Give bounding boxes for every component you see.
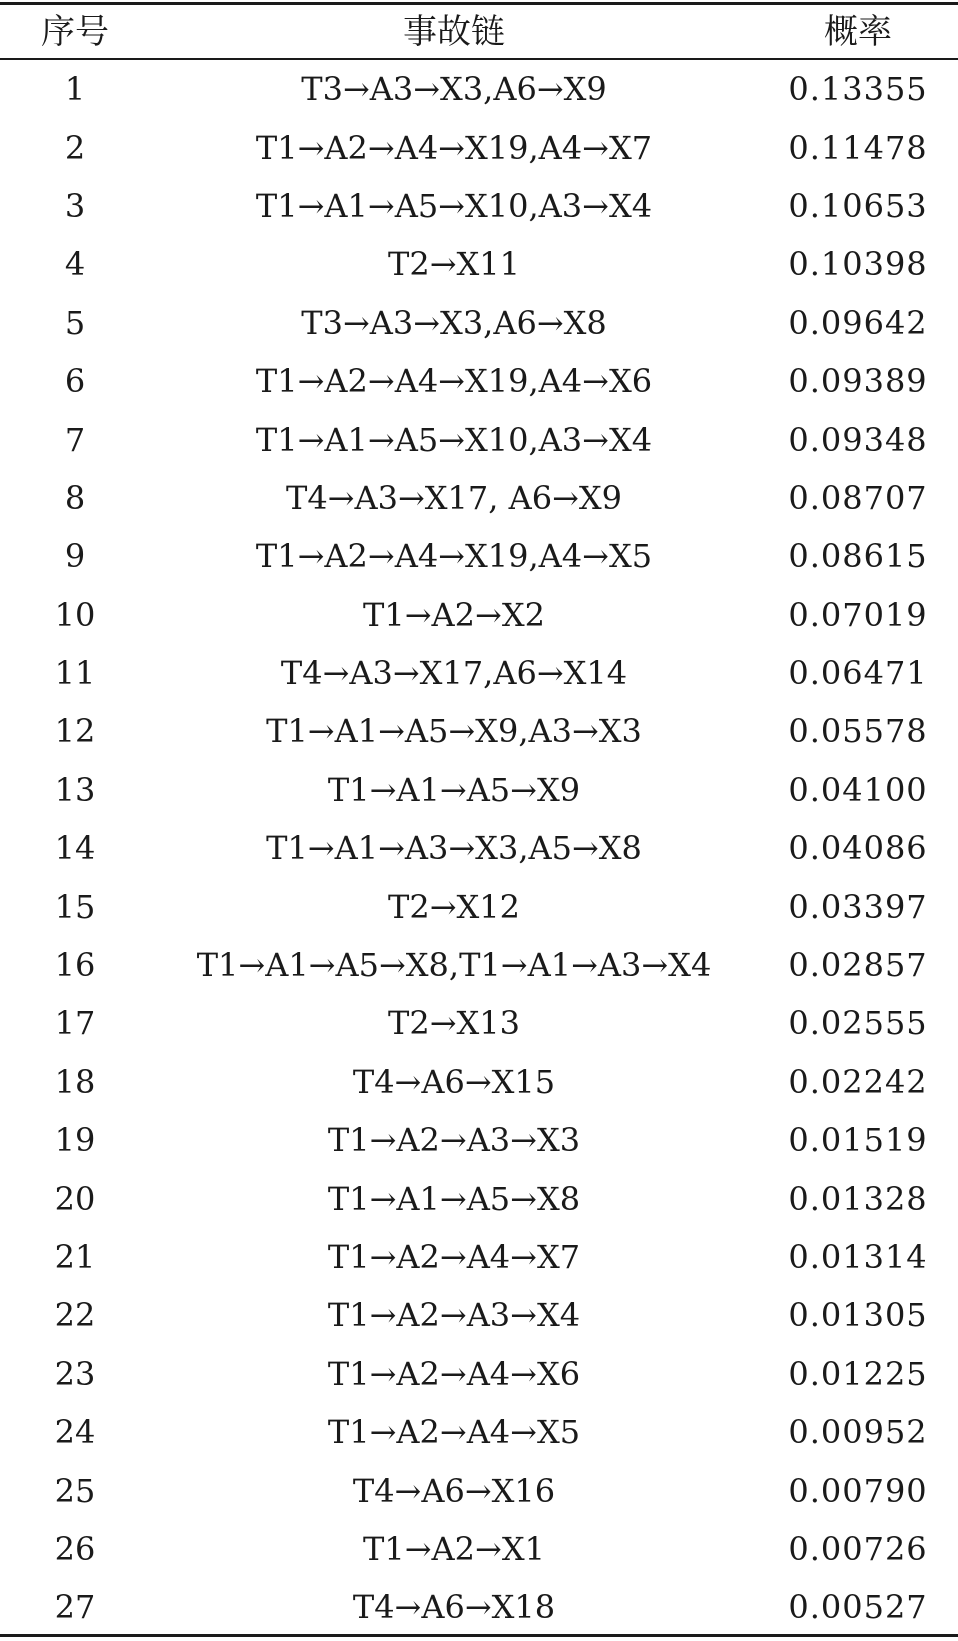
row-index-cell: 13 bbox=[54, 770, 96, 809]
table-row bbox=[0, 702, 958, 760]
row-index-cell: 7 bbox=[64, 420, 86, 459]
row-index-cell: 20 bbox=[54, 1179, 96, 1218]
row-chain-cell: T1→A2→A3→X3 bbox=[327, 1121, 581, 1160]
table-body bbox=[0, 60, 958, 1634]
row-chain-cell: T1→A2→A4→X7 bbox=[327, 1238, 581, 1276]
table-row bbox=[0, 1461, 958, 1519]
row-probability-cell: 0.01314 bbox=[788, 1238, 928, 1276]
row-chain-cell: T2→X13 bbox=[387, 1004, 520, 1043]
row-probability-cell: 0.00790 bbox=[788, 1471, 928, 1510]
table-row bbox=[0, 527, 958, 585]
row-index-cell: 9 bbox=[64, 537, 86, 576]
table-row bbox=[0, 1169, 958, 1227]
row-probability-cell: 0.01328 bbox=[788, 1179, 928, 1218]
row-probability-cell: 0.02857 bbox=[788, 946, 928, 985]
row-chain-cell: T1→A1→A5→X9 bbox=[327, 770, 581, 809]
table-row bbox=[0, 294, 958, 352]
row-probability-cell: 0.10398 bbox=[788, 245, 928, 284]
table-row bbox=[0, 60, 958, 118]
row-index-cell: 24 bbox=[54, 1413, 96, 1452]
row-probability-cell: 0.09348 bbox=[788, 420, 928, 459]
row-index-cell: 10 bbox=[54, 595, 96, 634]
row-probability-cell: 0.04086 bbox=[788, 829, 928, 868]
row-index-cell: 26 bbox=[54, 1529, 96, 1568]
row-chain-cell: T1→A2→A4→X19,A4→X5 bbox=[255, 537, 653, 576]
row-index-cell: 11 bbox=[54, 654, 96, 693]
row-index-cell: 12 bbox=[54, 712, 96, 751]
table-row bbox=[0, 1578, 958, 1636]
row-index-cell: 1 bbox=[64, 70, 86, 109]
row-index-cell: 14 bbox=[54, 829, 96, 868]
table-row bbox=[0, 118, 958, 176]
row-probability-cell: 0.00726 bbox=[788, 1529, 928, 1568]
row-chain-cell: T3→A3→X3,A6→X8 bbox=[301, 303, 607, 342]
row-chain-cell: T1→A1→A5→X8 bbox=[327, 1179, 581, 1218]
row-chain-cell: T1→A2→A4→X19,A4→X7 bbox=[255, 128, 653, 167]
row-probability-cell: 0.08707 bbox=[788, 478, 928, 517]
row-probability-cell: 0.13355 bbox=[788, 70, 928, 109]
row-index-cell: 5 bbox=[64, 303, 86, 342]
table-row bbox=[0, 410, 958, 468]
row-index-cell: 2 bbox=[64, 128, 86, 167]
row-chain-cell: T1→A2→X2 bbox=[363, 595, 545, 634]
row-index-cell: 19 bbox=[54, 1121, 96, 1160]
row-index-cell: 23 bbox=[54, 1354, 96, 1393]
row-chain-cell: T4→A3→X17, A6→X9 bbox=[285, 478, 623, 517]
row-chain-cell: T1→A1→A5→X8,T1→A1→A3→X4 bbox=[196, 946, 712, 985]
row-index-cell: 17 bbox=[54, 1004, 96, 1043]
table-row bbox=[0, 1111, 958, 1169]
table-row bbox=[0, 936, 958, 994]
row-probability-cell: 0.04100 bbox=[788, 770, 928, 809]
table-row bbox=[0, 1520, 958, 1578]
row-index-cell: 27 bbox=[54, 1588, 96, 1627]
row-probability-cell: 0.09642 bbox=[788, 303, 928, 342]
row-chain-cell: T4→A6→X16 bbox=[352, 1471, 556, 1510]
row-index-cell: 25 bbox=[54, 1471, 96, 1510]
table-header-row bbox=[0, 5, 958, 58]
row-probability-cell: 0.03397 bbox=[788, 887, 928, 926]
row-chain-cell: T2→X12 bbox=[387, 887, 520, 926]
table-row bbox=[0, 644, 958, 702]
row-chain-cell: T1→A2→A4→X19,A4→X6 bbox=[255, 362, 653, 401]
table-row bbox=[0, 352, 958, 410]
row-probability-cell: 0.00952 bbox=[788, 1413, 928, 1452]
row-index-cell: 22 bbox=[54, 1296, 96, 1335]
row-probability-cell: 0.11478 bbox=[788, 128, 928, 167]
row-chain-cell: T1→A2→X1 bbox=[363, 1529, 545, 1568]
row-probability-cell: 0.09389 bbox=[788, 362, 928, 401]
row-probability-cell: 0.02242 bbox=[788, 1062, 928, 1101]
row-index-cell: 16 bbox=[54, 946, 96, 985]
row-probability-cell: 0.01305 bbox=[788, 1296, 928, 1335]
row-chain-cell: T1→A1→A5→X10,A3→X4 bbox=[255, 420, 653, 459]
table-row bbox=[0, 1286, 958, 1344]
row-chain-cell: T1→A2→A4→X5 bbox=[327, 1413, 581, 1452]
row-probability-cell: 0.00527 bbox=[788, 1588, 928, 1627]
table-row bbox=[0, 877, 958, 935]
table-row bbox=[0, 1053, 958, 1111]
row-chain-cell: T1→A2→A3→X4 bbox=[327, 1296, 581, 1335]
header-index: 序号 bbox=[41, 11, 109, 52]
table-row bbox=[0, 994, 958, 1052]
header-probability: 概率 bbox=[824, 11, 892, 52]
table-row bbox=[0, 761, 958, 819]
table-bottom-rule bbox=[0, 1634, 958, 1637]
row-index-cell: 8 bbox=[64, 478, 86, 517]
row-chain-cell: T4→A6→X18 bbox=[352, 1588, 556, 1627]
table-row bbox=[0, 177, 958, 235]
table-row bbox=[0, 1228, 958, 1286]
row-chain-cell: T1→A1→A5→X9,A3→X3 bbox=[266, 712, 642, 751]
row-chain-cell: T1→A2→A4→X6 bbox=[327, 1354, 581, 1393]
table-row bbox=[0, 586, 958, 644]
row-index-cell: 6 bbox=[64, 362, 86, 401]
row-probability-cell: 0.07019 bbox=[788, 595, 928, 634]
row-index-cell: 15 bbox=[54, 887, 96, 926]
table-row bbox=[0, 469, 958, 527]
row-chain-cell: T4→A3→X17,A6→X14 bbox=[280, 654, 628, 693]
row-probability-cell: 0.01225 bbox=[788, 1354, 928, 1393]
row-probability-cell: 0.06471 bbox=[788, 654, 928, 693]
row-probability-cell: 0.05578 bbox=[788, 712, 928, 751]
row-probability-cell: 0.01519 bbox=[788, 1121, 928, 1160]
row-probability-cell: 0.10653 bbox=[788, 186, 928, 225]
table-row bbox=[0, 1345, 958, 1403]
row-chain-cell: T4→A6→X15 bbox=[352, 1062, 556, 1101]
row-chain-cell: T1→A1→A5→X10,A3→X4 bbox=[255, 186, 653, 225]
row-probability-cell: 0.08615 bbox=[788, 537, 928, 576]
table-row bbox=[0, 1403, 958, 1461]
row-index-cell: 21 bbox=[54, 1238, 96, 1276]
row-chain-cell: T1→A1→A3→X3,A5→X8 bbox=[266, 829, 642, 868]
row-probability-cell: 0.02555 bbox=[788, 1004, 928, 1043]
row-index-cell: 3 bbox=[64, 186, 86, 225]
table-row bbox=[0, 819, 958, 877]
header-chain: 事故链 bbox=[403, 11, 505, 52]
row-index-cell: 4 bbox=[64, 245, 86, 284]
row-chain-cell: T3→A3→X3,A6→X9 bbox=[301, 70, 607, 109]
row-chain-cell: T2→X11 bbox=[387, 245, 520, 284]
row-index-cell: 18 bbox=[54, 1062, 96, 1101]
table-row bbox=[0, 235, 958, 293]
